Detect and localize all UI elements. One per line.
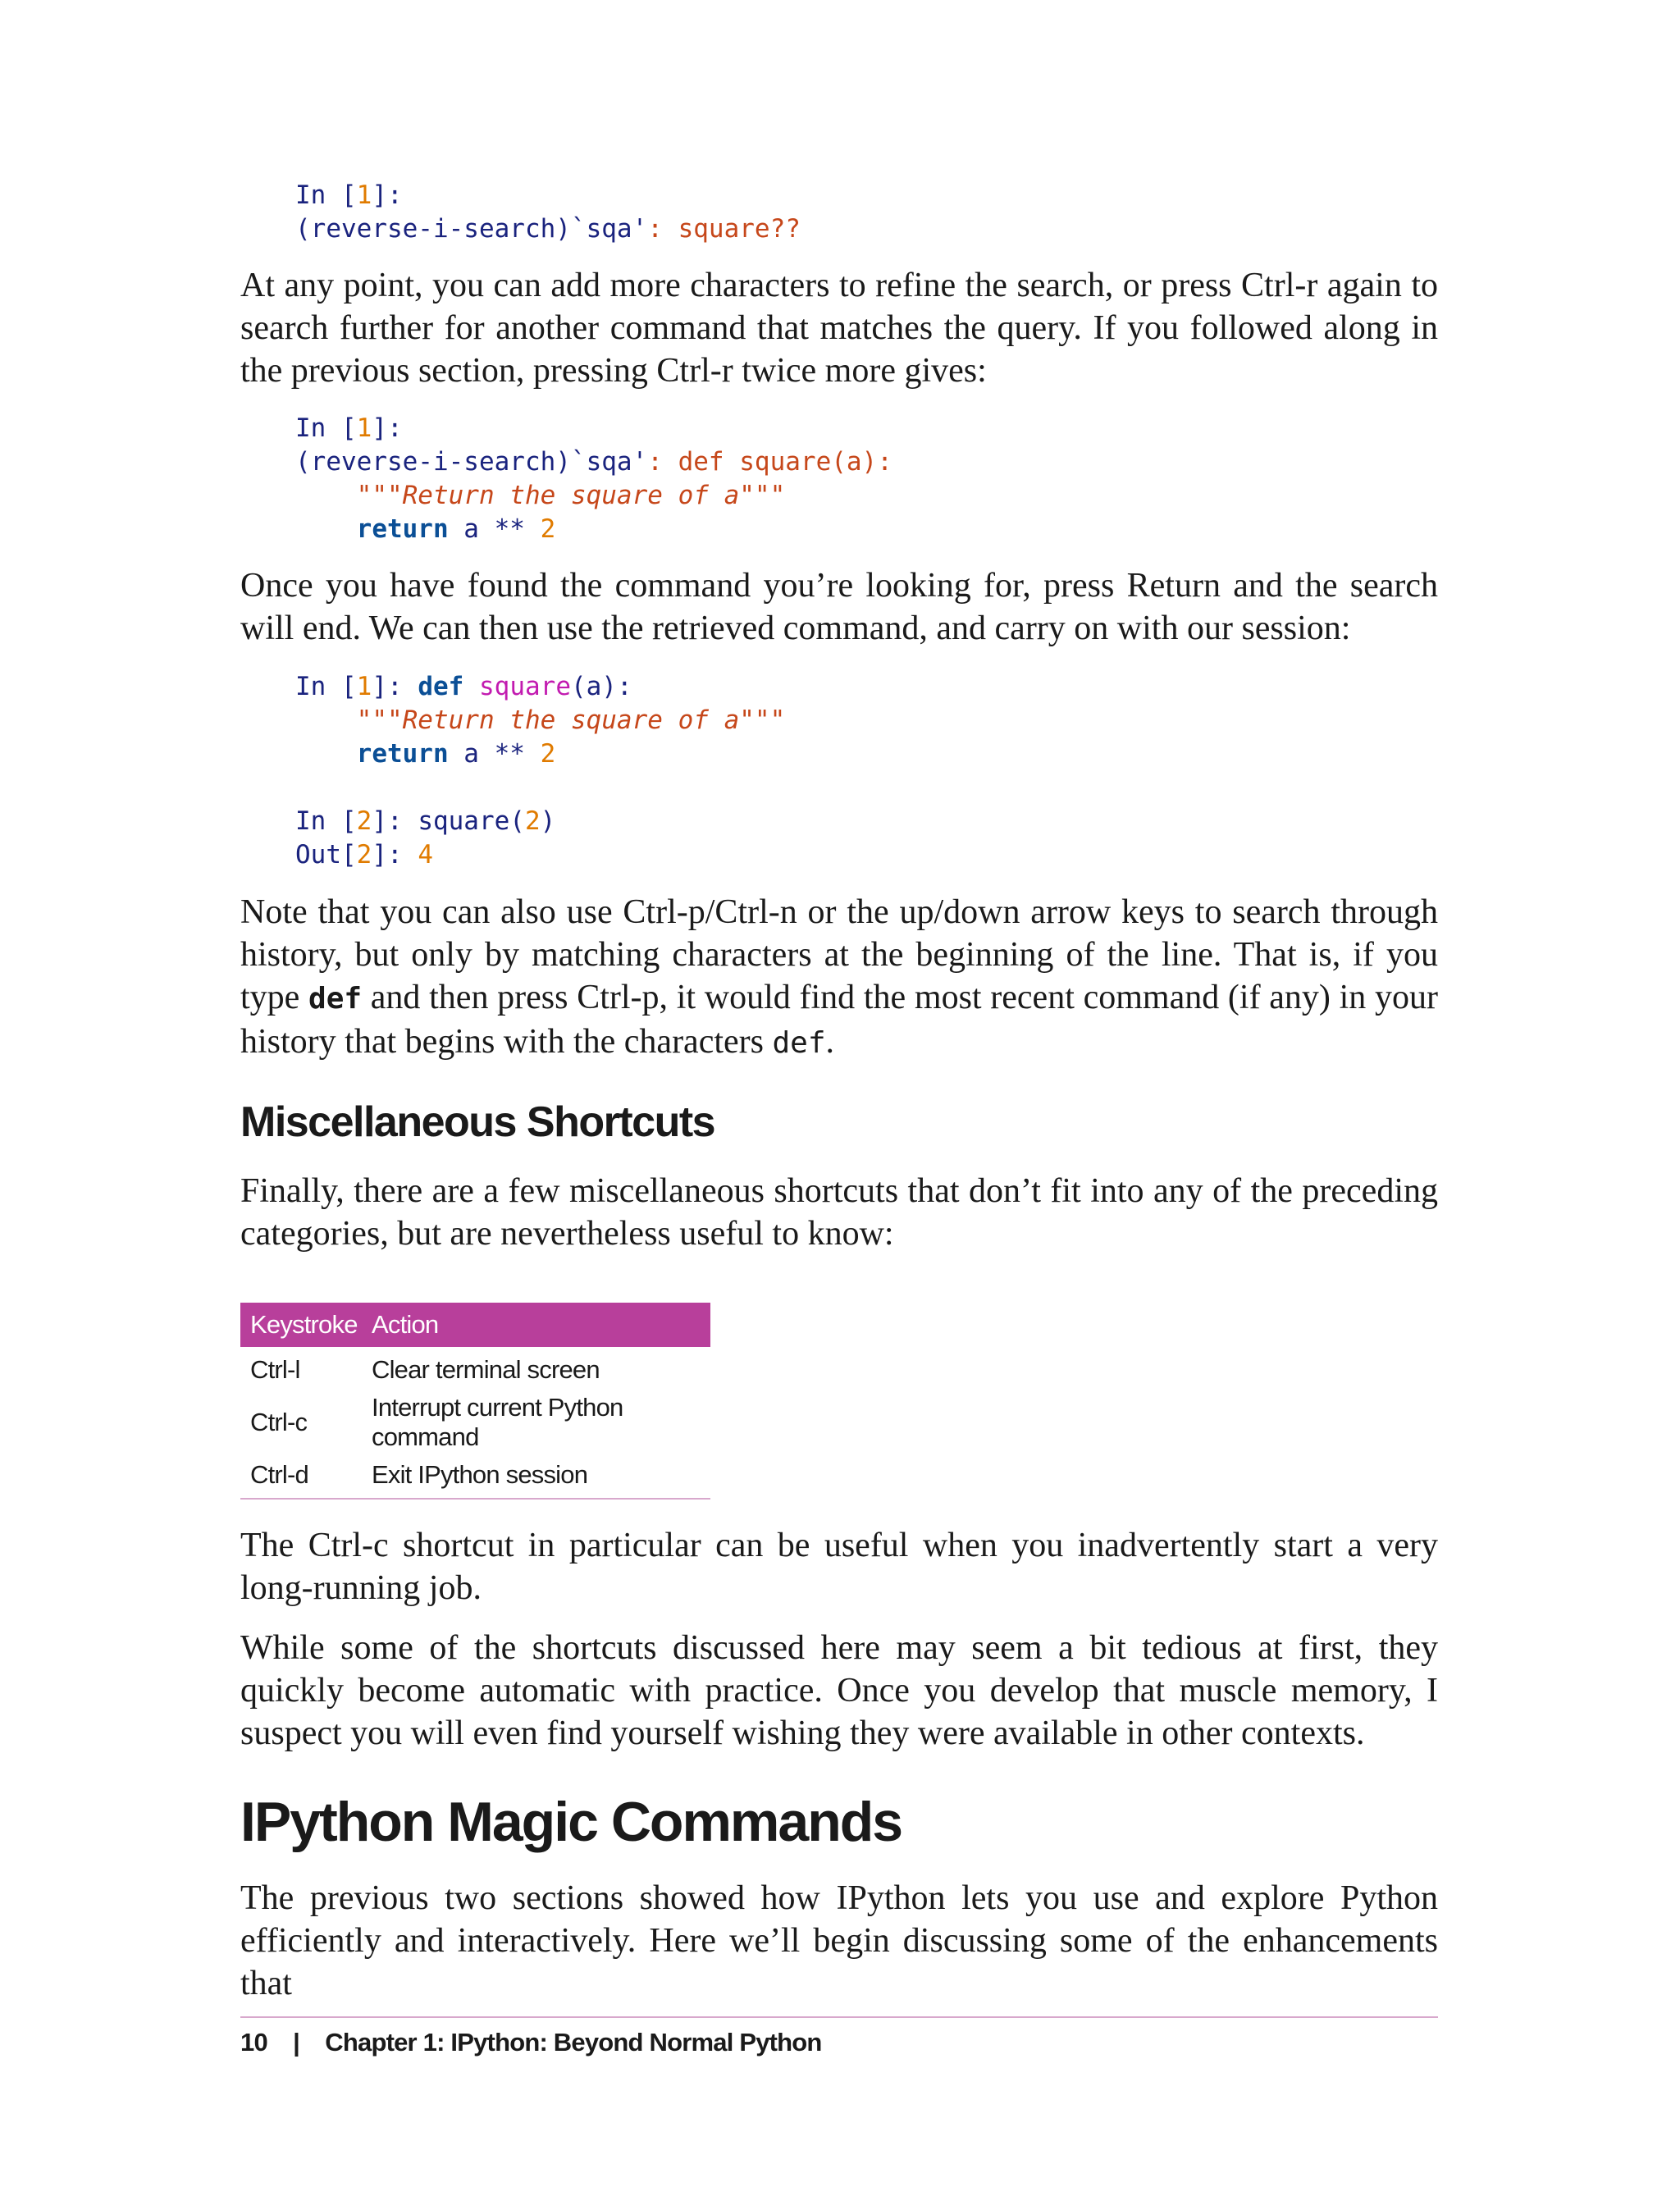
text: and then press Ctrl-p, it would find the most recent command (if any) in your history that begins with the characters [240, 979, 1438, 1061]
prompt-suffix: ]: [372, 180, 403, 210]
action-cell: Exit IPython session [362, 1452, 710, 1499]
prompt-number: 2 [356, 840, 372, 870]
docstring: """Return the square of a""" [295, 481, 786, 510]
prompt-suffix: ]: [372, 840, 418, 870]
prompt-suffix: ]: [372, 413, 403, 443]
return-keyword: return [356, 514, 449, 544]
prompt-in: In [ [295, 413, 357, 443]
search-result: : square?? [647, 214, 801, 244]
table-header-row [240, 1303, 710, 1347]
page-number: 10 [240, 2028, 267, 2057]
paragraph-magic-intro: The previous two sections showed how IPython lets you use and explore Python efficiently and interactively. Here we’ll begin discussing some of the enhancements that [240, 1879, 1438, 2002]
call-argument: 2 [524, 806, 541, 836]
search-result: : def square(a): [647, 447, 892, 477]
def-keyword: def [418, 672, 464, 701]
search-indicator: (reverse-i-search)`sqa' [295, 214, 648, 244]
action-cell: Interrupt current Python command [372, 1393, 623, 1451]
chapter-heading-magic-commands: IPython Magic Commands [240, 1791, 902, 1853]
variable: a [448, 739, 495, 769]
docstring: """Return the square of a""" [295, 705, 786, 735]
prompt-number: 1 [356, 180, 372, 210]
operator: ** [494, 739, 541, 769]
prompt-number: 1 [356, 672, 372, 701]
inline-code: def [772, 1026, 826, 1060]
action-cell: Clear terminal screen [372, 1355, 600, 1384]
call-close: ) [540, 806, 556, 836]
return-keyword: return [356, 739, 449, 769]
text: . [825, 1023, 835, 1061]
inline-code: def [308, 982, 363, 1016]
keystroke-cell: Ctrl-c [250, 1408, 308, 1436]
paragraph-found-command: Once you have found the command you’re looking for, press Return and the search will end. We can then use the retrieved command, and carry on with our session: [240, 567, 1438, 647]
paragraph-ctrl-p [240, 891, 1438, 1065]
function-args: (a): [570, 672, 632, 701]
operator: ** [494, 514, 541, 544]
paragraph-misc-intro: Finally, there are a few miscellaneous shortcuts that don’t fit into any of the preceding categories, but are nevertheless useful to know: [240, 1172, 1438, 1253]
function-name: square [479, 672, 571, 701]
keystroke-cell: Ctrl-l [250, 1355, 300, 1384]
table-row [240, 1452, 710, 1499]
chapter-title: Chapter 1: IPython: Beyond Normal Python [325, 2028, 822, 2057]
prompt-out: Out[ [295, 840, 357, 870]
code-block-session [295, 670, 785, 872]
code-block-reverse-search-1 [295, 179, 801, 246]
page-footer [240, 2028, 822, 2057]
call-text: ]: square( [372, 806, 525, 836]
paragraph-muscle-memory: While some of the shortcuts discussed here may seem a bit tedious at first, they quickly become automatic with practice. Once you develop that muscle memory, I suspect you will even find yourself wishing they were available in other contexts. [240, 1629, 1438, 1752]
footer-separator: | [293, 2028, 300, 2057]
code-block-reverse-search-2 [295, 412, 892, 546]
prompt-suffix: ]: [372, 672, 418, 701]
number: 2 [540, 739, 556, 769]
prompt-in: In [ [295, 180, 357, 210]
keystroke-cell: Ctrl-d [240, 1452, 362, 1499]
prompt-in: In [ [295, 672, 357, 701]
search-indicator: (reverse-i-search)`sqa' [295, 447, 648, 477]
footer-rule [240, 2016, 1438, 2018]
shortcuts-table [240, 1303, 710, 1500]
prompt-in: In [ [295, 806, 357, 836]
column-header-action: Action [362, 1303, 710, 1347]
variable: a [448, 514, 495, 544]
table-row [240, 1347, 710, 1393]
paragraph-ctrl-c: The Ctrl-c shortcut in particular can be useful when you inadvertently start a very long-running job. [240, 1527, 1438, 1607]
output-value: 4 [418, 840, 433, 870]
prompt-number: 2 [356, 806, 372, 836]
paragraph-refine-search: At any point, you can add more characters to refine the search, or press Ctrl-r again to search further for another command that matches the query. If you followed along in the previous section, pressing Ctrl-r twice more gives: [240, 267, 1438, 390]
text: Note that you can also use Ctrl-p/Ctrl-n or the up/down arrow keys to search through history, but only by matching characters at the beginning of the line. That is, if you type [240, 893, 1438, 1016]
prompt-number: 1 [356, 413, 372, 443]
number: 2 [540, 514, 556, 544]
table-row [240, 1393, 710, 1452]
column-header-keystroke: Keystroke [240, 1303, 362, 1347]
section-heading-misc-shortcuts: Miscellaneous Shortcuts [240, 1098, 715, 1146]
